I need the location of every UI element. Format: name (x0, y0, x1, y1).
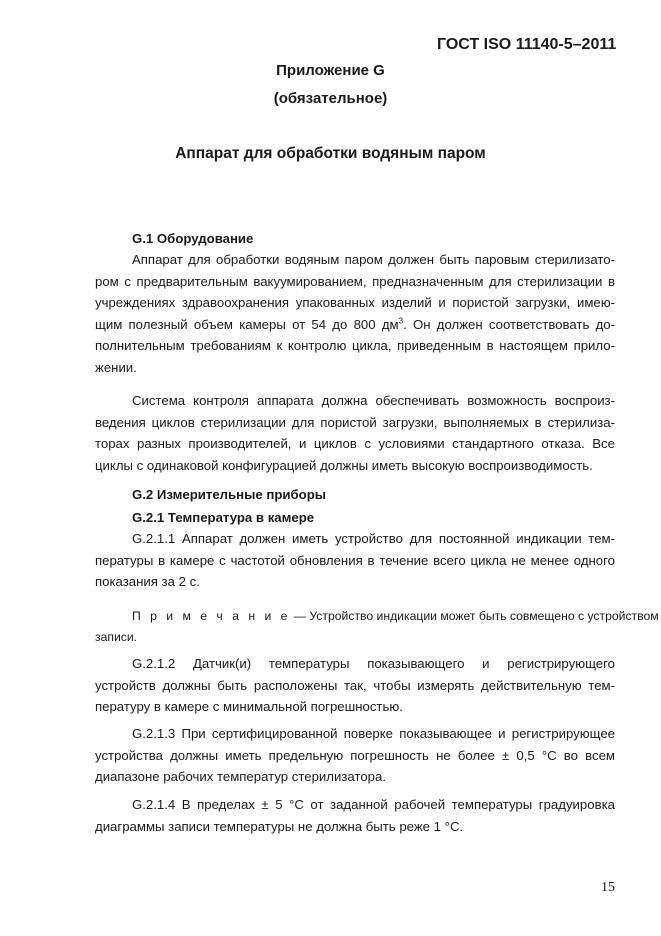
text-line: Система контроля аппарата должна обеспечивать возможность воспроиз- (132, 393, 615, 408)
text-fragment: . Он должен соответствовать до- (403, 316, 615, 332)
superscript: 3 (398, 316, 404, 326)
paragraph (95, 249, 615, 379)
text-line: G.2.1.3 При сертифицированной поверке показывающее и регистрирующее (132, 726, 615, 741)
text-line: G.2.1.1 Аппарат должен иметь устройство для постоянной индикации тем- (132, 531, 615, 546)
text-line: G.2.1.2 Датчик(и) температуры показывающего и регистрирующего (132, 656, 615, 671)
text-line: циклы с одинаковой конфигурацией должны иметь высокую воспроизводимость. (95, 457, 593, 473)
paragraph (95, 653, 615, 718)
document-code: ГОСТ ISO 11140-5–2011 (437, 36, 617, 53)
text-line: показания за 2 с. (95, 574, 200, 590)
text-line: записи. (95, 630, 138, 644)
section-heading-g1: G.1 Оборудование (132, 231, 254, 246)
paragraph (95, 794, 615, 837)
appendix-title: Приложение G (276, 62, 385, 79)
document-title: Аппарат для обработки водяным паром (175, 145, 486, 162)
text-line: диаграммы записи температуры не должна быть реже 1 °С. (95, 818, 464, 834)
text-line: устройства должны иметь предельную погрешность не более ± 0,5 °С во всем (95, 747, 615, 763)
text-line: диапазоне рабочих температур стерилизатора. (95, 769, 387, 785)
note-text: — Устройство индикации может быть совмещено с устройством (290, 609, 659, 623)
note (95, 606, 659, 648)
text-line (95, 606, 659, 627)
appendix-subtitle: (обязательное) (273, 90, 388, 107)
text-line: торах разных производителей, и циклов с условиями стандартного отказа. Все (95, 436, 615, 452)
paragraph (95, 390, 615, 476)
text-line (95, 314, 615, 336)
text-line: ведения циклов стерилизации для пористой загрузки, выполняемых в стерилиза- (95, 414, 615, 430)
paragraph (95, 723, 615, 788)
text-fragment: щим полезный объем камеры от 54 до 800 дм (95, 316, 399, 332)
text-line: ром с предварительным вакуумированием, предназначенным для стерилизации в (95, 273, 615, 289)
subsection-heading-g21: G.2.1 Температура в камере (132, 510, 315, 525)
text-line: устройств должны быть расположены так, чтобы измерять действительную тем- (95, 677, 615, 693)
section-heading-g2: G.2 Измерительные приборы (132, 487, 327, 502)
text-line: Аппарат для обработки водяным паром должен быть паровым стерилизато- (132, 252, 615, 267)
note-label: П р и м е ч а н и е (132, 609, 291, 623)
text-line: пературу в камере с минимальной погрешностью. (95, 699, 403, 715)
text-line: G.2.1.4 В пределах ± 5 °С от заданной рабочей температуры градуировка (132, 797, 615, 812)
paragraph (95, 528, 615, 593)
text-line: жении. (95, 359, 137, 375)
text-line: пературы в камере с частотой обновления в течение всего цикла не менее одного (95, 552, 615, 568)
text-line: учреждениях здравоохранения упакованных изделий и пористой загрузки, имею- (95, 295, 615, 311)
text-line: полнительным требованиям к контролю цикла, приведенным в настоящем прило- (95, 338, 615, 354)
page-number: 15 (601, 880, 615, 895)
